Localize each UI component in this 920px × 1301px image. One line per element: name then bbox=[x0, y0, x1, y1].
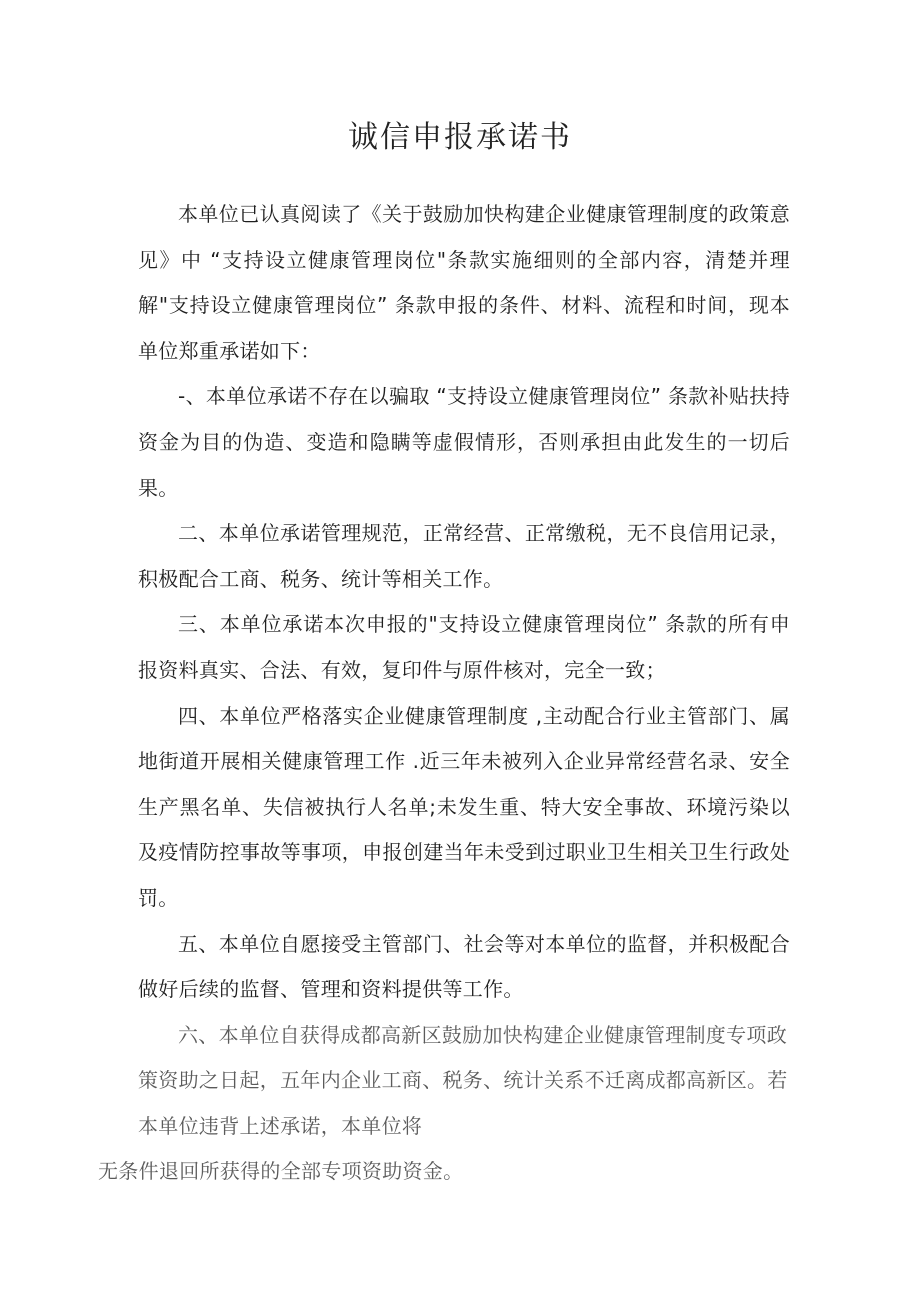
commitment-5-paragraph: 五、本单位自愿接受主管部门、社会等对本单位的监督，并积极配合做好后续的监督、管理和资料提供等工作。 bbox=[138, 931, 790, 1002]
commitment-3-paragraph: 三、本单位承诺本次申报的"支持设立健康管理岗位” 条款的所有申报资料真实、合法、有效，复印件与原件核对，完全一致； bbox=[138, 612, 790, 682]
commitment-6-continuation: 无条件退回所获得的全部专项资助资金。 bbox=[98, 1159, 464, 1184]
document-body bbox=[98, 192, 790, 1195]
commitment-6-paragraph bbox=[98, 1013, 790, 1195]
commitment-6-text: 六、本单位自获得成都高新区鼓励加快构建企业健康管理制度专项政策资助之日起，五年内企业工商、税务、统计关系不迁离成都高新区。若本单位违背上述承诺，本单位将 bbox=[138, 1022, 788, 1138]
commitment-4-paragraph: 四、本单位严格落实企业健康管理制度 ,主动配合行业主管部门、属地街道开展相关健康管理工作 .近三年未被列入企业异常经营名录、安全生产黑名单、失信被执行人名单;未发生重、特大安全事故、环境污染以及疫情防控事故等事项，申报创建当年未受到过职业卫生相关卫生行政处罚。 bbox=[138, 703, 790, 910]
commitment-2-paragraph: 二、本单位承诺管理规范，正常经营、正常缴税，无不良信用记录，积极配合工商、税务、统计等相关工作。 bbox=[138, 521, 790, 591]
intro-paragraph: 本单位已认真阅读了《关于鼓励加快构建企业健康管理制度的政策意见》中 “支持设立健康管理岗位"条款实施细则的全部内容，清楚并理解"支持设立健康管理岗位” 条款申报的条件、材料、流程和时间，现本单位郑重承诺如下： bbox=[138, 202, 790, 363]
document-title: 诚信申报承诺书 bbox=[348, 120, 572, 155]
commitment-1-paragraph: -、本单位承诺不存在以骗取 “支持设立健康管理岗位” 条款补贴扶持资金为目的伪造、变造和隐瞒等虚假情形，否则承担由此发生的一切后果。 bbox=[138, 384, 790, 500]
